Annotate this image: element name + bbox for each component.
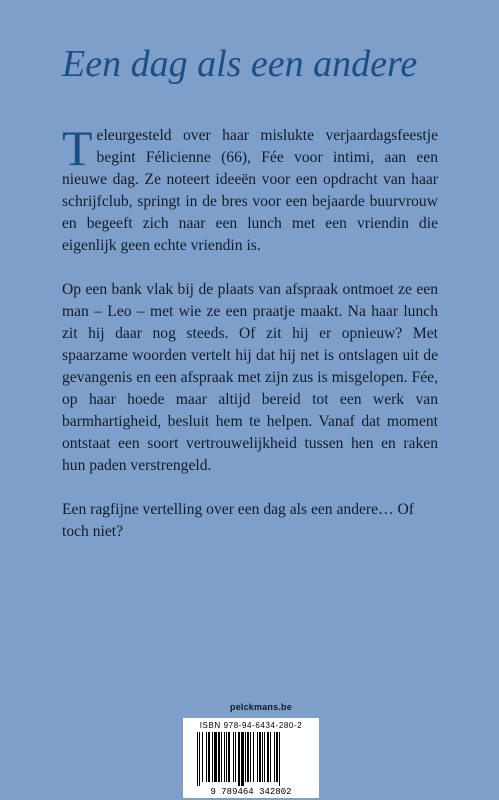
blurb-paragraph-1-text: eleurgesteld over haar mislukte verjaardagsfeestje begint Félicienne (66), Fée voor intimi, aan een nieuwe dag. Ze noteert ideeën voor een opdracht van haar schrijfclub, springt in de bres voor een bejaarde buurvrouw en begeeft zich naar een lunch met een vriendin die eigenlijk geen echte vriendin is. xyxy=(62,127,438,254)
barcode-bar xyxy=(238,732,240,786)
publisher-url: pelckmans.be xyxy=(230,702,292,712)
barcode-bar xyxy=(197,732,198,786)
barcode-bar xyxy=(206,732,207,782)
barcode-bar xyxy=(218,732,220,782)
blurb-paragraph-3: Een ragfijne vertelling over een dag als een andere… Of toch niet? xyxy=(62,501,414,540)
barcode-bar xyxy=(267,732,269,782)
barcode-bar xyxy=(202,732,203,782)
barcode-bar xyxy=(270,732,271,782)
isbn-label: ISBN 978-94-6434-280-2 xyxy=(199,721,303,730)
barcode-bar xyxy=(262,732,263,782)
barcode-bar xyxy=(233,732,234,782)
barcode-digits: 9 789464 342802 xyxy=(210,787,292,796)
barcode-bar xyxy=(276,732,278,782)
barcode-bar xyxy=(226,732,227,782)
barcode-bar xyxy=(257,732,258,782)
barcode-bar xyxy=(235,732,236,782)
barcode-bar xyxy=(224,732,225,782)
barcode-bar xyxy=(250,732,251,782)
blurb-paragraph-2: Op een bank vlak bij de plaats van afspraak ontmoet ze een man – Leo – met wie ze een praatje maakt. Na haar lunch zit hij daar nog steeds. Of zit hij er opnieuw? Met spaarzame woorden vertelt hij dat hij net is ontslagen uit de gevangenis en een afspraak met zijn zus is misgelopen. Fée, op haar hoede maar altijd bereid tot een werk van barmhartigheid, besluit hem te helpen. Vanaf dat moment ontstaat een soort vertrouwelijkheid tussen hen en raken hun paden verstrengeld. xyxy=(62,281,438,474)
barcode-bar xyxy=(274,732,275,782)
isbn-barcode xyxy=(183,718,319,798)
barcode-bar xyxy=(199,732,200,786)
barcode-bar xyxy=(253,732,254,782)
barcode-bar xyxy=(212,732,213,782)
barcode-bar xyxy=(259,732,261,782)
blurb-paragraph-1 xyxy=(62,120,438,257)
blurb xyxy=(62,120,438,543)
barcode-bar xyxy=(247,732,249,782)
barcode-bar xyxy=(208,732,210,782)
barcode-icon xyxy=(187,732,315,796)
book-title: Een dag als een andere xyxy=(62,43,418,85)
barcode-bar xyxy=(245,732,246,782)
barcode-bar xyxy=(241,732,244,786)
barcode-bar xyxy=(214,732,217,782)
barcode-bar xyxy=(279,732,280,786)
barcode-bar xyxy=(221,732,222,782)
drop-cap: T xyxy=(62,120,93,176)
barcode-bar xyxy=(228,732,230,782)
barcode-bar xyxy=(264,732,265,782)
